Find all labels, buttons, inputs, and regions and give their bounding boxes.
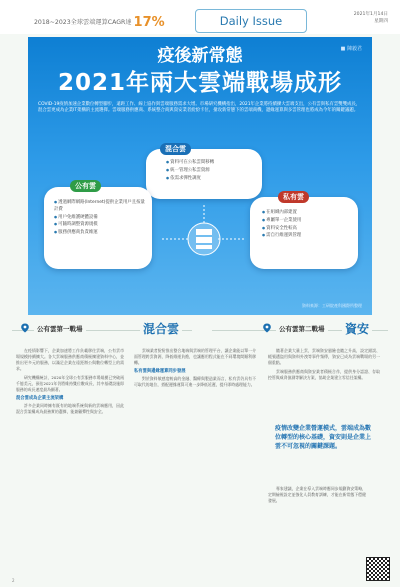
issue-tag: Daily Issue xyxy=(195,9,307,33)
cagr-label: 2018~2023全球雲端運算CAGR達 xyxy=(34,19,132,26)
hero-banner xyxy=(28,37,372,315)
list-item: ● 透過網際網路(Internet)提供企業用戶且按量計費 xyxy=(54,199,146,214)
article-column-3 xyxy=(268,348,380,384)
list-item: ● 可隨時調整資源規模 xyxy=(54,221,146,229)
section-title: 公有雲第二戰場 xyxy=(276,324,328,333)
list-item: ● 專屬單一企業使用 xyxy=(262,217,354,225)
paragraph: 雲端服務供應商與資安業者積極合作，提供身分認證、存取控管與威脅偵測等解決方案，協助企業建立零信任架構。 xyxy=(268,369,380,381)
source-caption: 資料來源：工研院產科國際所整理 xyxy=(302,303,362,308)
list-item: ● 統一管理公私雲資源 xyxy=(166,167,256,175)
subheading: 私有雲與邊緣運算同步發展 xyxy=(134,369,186,375)
list-item: ● 用戶免維護硬體設備 xyxy=(54,214,146,222)
page-number: 2 xyxy=(12,578,15,583)
paragraph: 隨著企業大量上雲，雲端資安風險也隨之升高，設定錯誤、帳號遭盜用與資料外洩等事件頻傳，資安已成為雲端戰場的另一個重點。 xyxy=(268,348,380,366)
public-cloud-label: 公有雲 xyxy=(70,180,101,192)
cagr-value: 17% xyxy=(133,15,165,30)
paragraph: 對於資料敏感度較高的金融、醫療與製造業而言，私有雲仍具有不可取代的地位，搭配邊緣運算可進一步降低延遲，提升即時處理能力。 xyxy=(134,376,256,388)
article-column-3b xyxy=(268,486,366,507)
list-item: ● 需自行維運與管理 xyxy=(262,232,354,240)
paragraph: 在疫情影響下，企業加速將工作負載移往雲端，公有雲市場規模持續擴大。各大雲端服務供應商積極擴建資料中心，並推出更多元的服務，以滿足企業在遠距辦公與數位轉型上的需求。 xyxy=(16,348,124,372)
date-line: 2021年1月14日 xyxy=(353,12,388,17)
hybrid-cloud-list xyxy=(166,159,256,182)
list-item: ● 資料可在公私雲間移轉 xyxy=(166,159,256,167)
hero-subtitle: 疫後新常態 xyxy=(157,46,243,66)
author-byline: ■ 陳毅君 xyxy=(340,46,362,52)
list-item: ● 服務供應商負責維運 xyxy=(54,229,146,237)
list-item: ● 資料安全性較高 xyxy=(262,225,354,233)
cagr-stat xyxy=(34,13,165,28)
paragraph: 雲端業者紛紛推出整合地端與雲端的管理平台，讓企業能以單一介面管理跨雲資源，降低維運負擔，也讓應用程式能在不同環境間順利移轉。 xyxy=(134,348,256,366)
private-cloud-label: 私有雲 xyxy=(278,191,309,203)
list-item: ● 在組織內部建置 xyxy=(262,209,354,217)
issue-date xyxy=(354,11,388,25)
section-keyword: 資安 xyxy=(342,320,372,337)
location-pin-icon xyxy=(262,323,272,333)
hero-title: 2021年兩大雲端戰場成形 xyxy=(57,70,342,96)
subheading: 混合雲成為企業主流架構 xyxy=(16,396,64,402)
lead-paragraph: COVID-19疫情加速企業數位轉型腳步，遠距工作、線上協作與雲端服務需求大增。市場研究機構指出，2021年企業將持續擴大雲端支出，公有雲與私有雲雙雙成長，混合雲更成為企業IT架構的主流選擇。雲端服務供應商、系統整合商與資安業者紛紛卡位，搶攻新常態下的雲端商機，邊緣運算與多雲管理也將成為今年的關鍵議題。 xyxy=(38,102,361,114)
location-pin-icon xyxy=(20,323,30,333)
pull-quote: 疫情改變企業營運模式，雲端成為數位轉型的核心基礎，資安則是企業上雲不可忽視的關鍵課題。 xyxy=(275,425,372,450)
public-cloud-list xyxy=(54,199,146,237)
paragraph: 許多企業同時擁有既有的地端系統與新的雲端應用，因此混合雲架構成為最務實的選擇，能兼顧彈性與安全。 xyxy=(16,403,124,415)
private-cloud-list xyxy=(262,209,354,240)
header-bar xyxy=(0,0,400,34)
hybrid-cloud-label: 混合雲 xyxy=(160,143,191,155)
list-item: ● 依需求彈性調度 xyxy=(166,175,256,183)
server-hub-icon xyxy=(162,205,246,261)
section-title: 公有雲第一戰場 xyxy=(34,324,86,333)
paragraph: 專家建議，企業在導入雲端時應同步規劃資安策略，定期檢視設定並強化人員教育訓練，才能在新常態下穩健發展。 xyxy=(268,486,366,504)
article-column-2 xyxy=(134,348,256,391)
section-keyword: 混合雲 xyxy=(140,320,182,337)
paragraph: 研究機構統計，2020年全球公有雲服務市場規模已突破兩千億美元，預估2021年仍將維持雙位數成長，其中基礎設施即服務的成長速度最為顯著。 xyxy=(16,375,124,393)
qr-code-icon[interactable] xyxy=(366,557,390,581)
weekday-line: 星期四 xyxy=(374,19,388,24)
article-column-1 xyxy=(16,348,124,418)
